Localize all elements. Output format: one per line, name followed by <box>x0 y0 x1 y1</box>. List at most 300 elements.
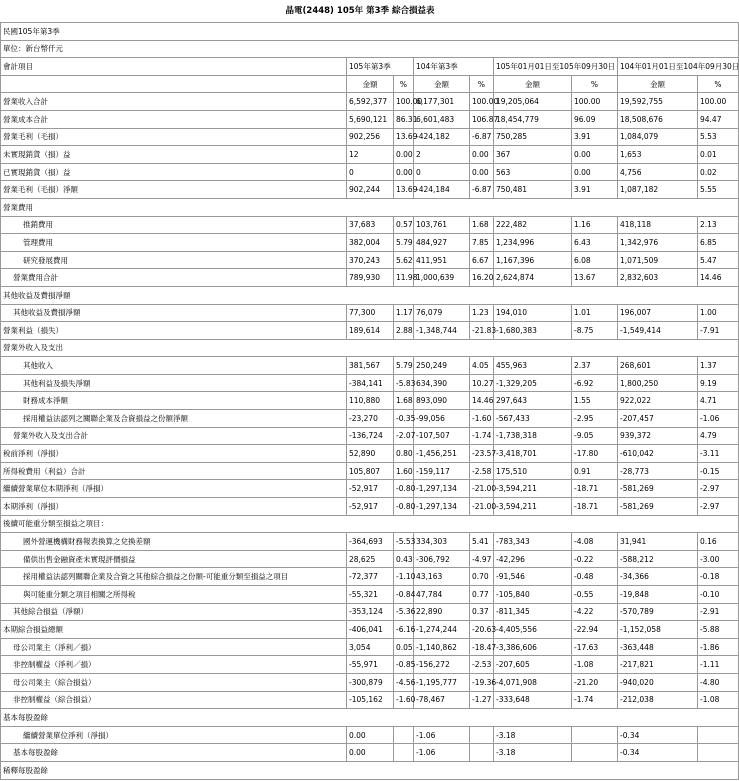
amount-cell: 194,010 <box>494 304 572 322</box>
column-header-row <box>1 75 739 93</box>
amount-cell: -406,041 <box>347 621 394 639</box>
amount-cell: 922,022 <box>618 392 698 410</box>
amount-cell: -99,056 <box>414 410 470 428</box>
amount-cell: 196,007 <box>618 304 698 322</box>
amount-cell: -364,693 <box>347 533 394 551</box>
table-row <box>1 480 739 498</box>
pct-cell: -2.95 <box>572 410 618 428</box>
pct-cell: 14.46 <box>698 269 739 287</box>
pct-cell: 1.16 <box>572 216 618 234</box>
amount-cell: -78,467 <box>414 691 470 709</box>
pct-cell: 1.17 <box>394 304 414 322</box>
pct-cell: -21.20 <box>572 673 618 691</box>
pct-cell: 0.37 <box>470 603 494 621</box>
amount-cell: 18,508,676 <box>618 110 698 128</box>
pct-header: % <box>470 75 494 93</box>
pct-cell: -2.97 <box>698 480 739 498</box>
table-row <box>1 498 739 516</box>
pct-cell: 96.09 <box>572 110 618 128</box>
section-row <box>1 286 739 304</box>
pct-cell: -7.91 <box>698 322 739 340</box>
row-label: 後續可能重分類至損益之項目： <box>1 515 739 533</box>
amount-cell: -0.34 <box>618 744 698 762</box>
amount-cell: 110,880 <box>347 392 394 410</box>
pct-cell: 7.85 <box>470 234 494 252</box>
pct-cell <box>394 726 414 744</box>
amount-cell: 52,890 <box>347 445 394 463</box>
pct-cell: 1.37 <box>698 357 739 375</box>
table-row <box>1 269 739 287</box>
pct-cell <box>394 744 414 762</box>
amount-cell: -3,594,211 <box>494 498 572 516</box>
table-row <box>1 726 739 744</box>
row-label: 所得稅費用（利益）合計 <box>1 462 347 480</box>
pct-cell <box>698 726 739 744</box>
row-label: 未實現銷貨（損）益 <box>1 146 347 164</box>
amount-cell: 382,004 <box>347 234 394 252</box>
amount-cell: 76,079 <box>414 304 470 322</box>
pct-cell: 100.00 <box>698 93 739 111</box>
amount-cell: -136,724 <box>347 427 394 445</box>
amount-cell: 22,890 <box>414 603 470 621</box>
amount-cell: -1,348,744 <box>414 322 470 340</box>
row-label: 營業毛利（毛損）淨額 <box>1 181 347 199</box>
section-row <box>1 709 739 727</box>
pct-header: % <box>394 75 414 93</box>
amount-cell: -105,840 <box>494 586 572 604</box>
pct-cell: 5.41 <box>470 533 494 551</box>
pct-cell: -0.80 <box>394 480 414 498</box>
table-row <box>1 691 739 709</box>
row-label: 營業外收入及支出合計 <box>1 427 347 445</box>
amount-cell: 455,963 <box>494 357 572 375</box>
row-label: 本期綜合損益總額 <box>1 621 347 639</box>
amount-cell: -570,789 <box>618 603 698 621</box>
pct-cell: -1.08 <box>572 656 618 674</box>
amount-cell: 484,927 <box>414 234 470 252</box>
row-label: 其他利益及損失淨額 <box>1 374 347 392</box>
table-row <box>1 128 739 146</box>
amount-cell: 367 <box>494 146 572 164</box>
amount-cell: -55,971 <box>347 656 394 674</box>
amount-cell: 103,761 <box>414 216 470 234</box>
amount-cell: 6,592,377 <box>347 93 394 111</box>
amount-cell: -1,456,251 <box>414 445 470 463</box>
era-text: 民國105年第3季 <box>1 23 739 41</box>
amount-cell: -34,366 <box>618 568 698 586</box>
row-label: 非控制權益（淨利／損） <box>1 656 347 674</box>
row-label: 其他收益及費損淨額 <box>1 286 739 304</box>
pct-cell: 3.91 <box>572 128 618 146</box>
pct-cell: -6.92 <box>572 374 618 392</box>
pct-cell: 86.31 <box>394 110 414 128</box>
amount-cell: -159,117 <box>414 462 470 480</box>
pct-cell: 4.79 <box>698 427 739 445</box>
pct-cell: -2.97 <box>698 498 739 516</box>
unit-row <box>1 40 739 58</box>
pct-cell: 1.60 <box>394 462 414 480</box>
row-label: 基本每股盈餘 <box>1 709 739 727</box>
pct-cell: -20.63 <box>470 621 494 639</box>
pct-cell: -6.87 <box>470 181 494 199</box>
row-label: 繼續營業單位淨利（淨損） <box>1 726 347 744</box>
row-label: 採用權益法認列關聯企業及合資之其他綜合損益之份額-可能重分類至損益之項目 <box>1 568 347 586</box>
pct-cell: -8.75 <box>572 322 618 340</box>
row-label: 非控制權益（綜合損益） <box>1 691 347 709</box>
pct-cell: 11.98 <box>394 269 414 287</box>
item-header: 會計項目 <box>1 58 347 76</box>
pct-cell: -1.06 <box>698 410 739 428</box>
period-header: 105年第3季 <box>347 58 414 76</box>
table-row <box>1 163 739 181</box>
pct-cell: 0.05 <box>394 638 414 656</box>
row-label: 繼續營業單位本期淨利（淨損） <box>1 480 347 498</box>
pct-cell: 5.62 <box>394 251 414 269</box>
pct-cell: 1.00 <box>698 304 739 322</box>
amount-cell: -91,546 <box>494 568 572 586</box>
amount-cell: 381,567 <box>347 357 394 375</box>
pct-cell: -18.71 <box>572 480 618 498</box>
pct-cell: 94.47 <box>698 110 739 128</box>
pct-cell: -4.80 <box>698 673 739 691</box>
table-row <box>1 374 739 392</box>
amount-cell: -72,377 <box>347 568 394 586</box>
pct-cell: 14.46 <box>470 392 494 410</box>
pct-cell: 0.16 <box>698 533 739 551</box>
pct-cell: 0.00 <box>572 163 618 181</box>
amount-cell: -940,020 <box>618 673 698 691</box>
pct-cell: 0.91 <box>572 462 618 480</box>
pct-cell: -4.22 <box>572 603 618 621</box>
table-row <box>1 445 739 463</box>
row-label: 母公司業主（淨利／損） <box>1 638 347 656</box>
table-row <box>1 427 739 445</box>
pct-cell <box>470 726 494 744</box>
pct-cell: -5.88 <box>698 621 739 639</box>
amount-cell: -107,507 <box>414 427 470 445</box>
pct-cell: -5.83 <box>394 374 414 392</box>
pct-cell: -0.22 <box>572 550 618 568</box>
amount-cell: -424,184 <box>414 181 470 199</box>
table-row <box>1 146 739 164</box>
section-row <box>1 761 739 779</box>
pct-cell: 1.55 <box>572 392 618 410</box>
row-label: 營業外收入及支出 <box>1 339 739 357</box>
amount-cell: 789,930 <box>347 269 394 287</box>
amount-cell: -1.06 <box>414 726 470 744</box>
pct-cell: -1.11 <box>698 656 739 674</box>
amount-cell: -424,182 <box>414 128 470 146</box>
amount-cell: -1,274,244 <box>414 621 470 639</box>
table-row <box>1 304 739 322</box>
pct-cell: -0.55 <box>572 586 618 604</box>
amount-cell: -1,738,318 <box>494 427 572 445</box>
pct-cell: 1.01 <box>572 304 618 322</box>
amount-cell: 1,167,396 <box>494 251 572 269</box>
table-row <box>1 251 739 269</box>
pct-cell: 0.77 <box>470 586 494 604</box>
amount-cell: 28,625 <box>347 550 394 568</box>
pct-cell: 2.88 <box>394 322 414 340</box>
row-label: 管理費用 <box>1 234 347 252</box>
amount-cell: -1.06 <box>414 744 470 762</box>
pct-header: % <box>572 75 618 93</box>
row-label: 推銷費用 <box>1 216 347 234</box>
amount-cell: 268,601 <box>618 357 698 375</box>
amount-cell: -1,152,058 <box>618 621 698 639</box>
pct-cell: 0.00 <box>470 146 494 164</box>
amount-cell: 77,300 <box>347 304 394 322</box>
section-row <box>1 515 739 533</box>
pct-cell <box>572 726 618 744</box>
pct-cell: -1.08 <box>698 691 739 709</box>
pct-cell: -4.08 <box>572 533 618 551</box>
amount-cell: 0 <box>347 163 394 181</box>
amount-cell: -207,457 <box>618 410 698 428</box>
pct-cell: 10.27 <box>470 374 494 392</box>
pct-cell: 5.47 <box>698 251 739 269</box>
amount-header: 金額 <box>347 75 394 93</box>
pct-cell: -0.10 <box>698 586 739 604</box>
row-label: 已實現銷貨（損）益 <box>1 163 347 181</box>
era-row <box>1 23 739 41</box>
row-label: 本期淨利（淨損） <box>1 498 347 516</box>
amount-cell: -1,140,862 <box>414 638 470 656</box>
pct-cell: -0.48 <box>572 568 618 586</box>
table-row <box>1 621 739 639</box>
amount-cell: -3,386,606 <box>494 638 572 656</box>
pct-cell: 0.00 <box>470 163 494 181</box>
amount-cell: 6,601,483 <box>414 110 470 128</box>
pct-cell: -18.71 <box>572 498 618 516</box>
amount-cell: 1,234,996 <box>494 234 572 252</box>
amount-cell: 43,163 <box>414 568 470 586</box>
section-row <box>1 198 739 216</box>
pct-cell: -5.36 <box>394 603 414 621</box>
amount-cell: 297,643 <box>494 392 572 410</box>
pct-cell: 0.43 <box>394 550 414 568</box>
pct-cell: 2.13 <box>698 216 739 234</box>
amount-header: 金額 <box>494 75 572 93</box>
table-row <box>1 550 739 568</box>
amount-cell: 2,832,603 <box>618 269 698 287</box>
period-header: 104年第3季 <box>414 58 494 76</box>
amount-cell: 563 <box>494 163 572 181</box>
pct-cell: -1.10 <box>394 568 414 586</box>
amount-cell: 175,510 <box>494 462 572 480</box>
pct-cell: 4.71 <box>698 392 739 410</box>
pct-cell: 13.69 <box>394 128 414 146</box>
section-row <box>1 339 739 357</box>
row-label: 其他收益及費損淨額 <box>1 304 347 322</box>
amount-cell: 6,177,301 <box>414 93 470 111</box>
amount-cell: 418,118 <box>618 216 698 234</box>
pct-cell: -4.56 <box>394 673 414 691</box>
table-row <box>1 656 739 674</box>
amount-cell: -4,071,908 <box>494 673 572 691</box>
row-label: 營業費用 <box>1 198 739 216</box>
amount-cell: -333,648 <box>494 691 572 709</box>
amount-cell: 4,756 <box>618 163 698 181</box>
pct-cell: -0.84 <box>394 586 414 604</box>
pct-cell: -0.15 <box>698 462 739 480</box>
amount-cell: 222,482 <box>494 216 572 234</box>
amount-cell: -610,042 <box>618 445 698 463</box>
amount-cell: 5,690,121 <box>347 110 394 128</box>
row-label: 其他綜合損益（淨額） <box>1 603 347 621</box>
table-row <box>1 638 739 656</box>
pct-cell: 5.53 <box>698 128 739 146</box>
row-label: 與可能重分類之項目相關之所得稅 <box>1 586 347 604</box>
amount-cell: -384,141 <box>347 374 394 392</box>
pct-cell: 1.68 <box>470 216 494 234</box>
amount-cell: -1,329,205 <box>494 374 572 392</box>
pct-cell: 4.05 <box>470 357 494 375</box>
pct-cell: -1.74 <box>470 427 494 445</box>
pct-cell: -6.87 <box>470 128 494 146</box>
report-title: 晶電(2448) 105年 第3季 綜合損益表 <box>285 6 435 16</box>
table-row <box>1 410 739 428</box>
amount-cell: -811,345 <box>494 603 572 621</box>
pct-cell: 2.37 <box>572 357 618 375</box>
pct-cell: -0.35 <box>394 410 414 428</box>
pct-cell: 5.79 <box>394 357 414 375</box>
pct-cell: 100.00 <box>394 93 414 111</box>
row-label: 營業費用合計 <box>1 269 347 287</box>
amount-cell: 18,454,779 <box>494 110 572 128</box>
amount-cell: 1,071,509 <box>618 251 698 269</box>
pct-cell: -1.27 <box>470 691 494 709</box>
table-row <box>1 93 739 111</box>
pct-cell: -18.47 <box>470 638 494 656</box>
amount-cell: 1,342,976 <box>618 234 698 252</box>
amount-cell: 12 <box>347 146 394 164</box>
pct-cell: 0.00 <box>394 163 414 181</box>
table-row <box>1 234 739 252</box>
amount-cell: 0 <box>414 163 470 181</box>
pct-cell: -19.36 <box>470 673 494 691</box>
amount-cell: 37,683 <box>347 216 394 234</box>
amount-cell: -306,792 <box>414 550 470 568</box>
amount-cell: 1,087,182 <box>618 181 698 199</box>
pct-cell: 16.20 <box>470 269 494 287</box>
pct-cell: -5.53 <box>394 533 414 551</box>
amount-cell: 3,054 <box>347 638 394 656</box>
pct-cell: 0.70 <box>470 568 494 586</box>
pct-cell: 6.67 <box>470 251 494 269</box>
row-label: 研究發展費用 <box>1 251 347 269</box>
row-label: 營業成本合計 <box>1 110 347 128</box>
amount-cell: -4,405,556 <box>494 621 572 639</box>
pct-cell: -0.85 <box>394 656 414 674</box>
pct-cell: -1.60 <box>394 691 414 709</box>
pct-cell: -17.80 <box>572 445 618 463</box>
pct-cell: -1.74 <box>572 691 618 709</box>
pct-cell: -2.91 <box>698 603 739 621</box>
amount-cell: -212,038 <box>618 691 698 709</box>
table-row <box>1 392 739 410</box>
table-row <box>1 586 739 604</box>
amount-cell: 1,800,250 <box>618 374 698 392</box>
amount-cell: 105,807 <box>347 462 394 480</box>
row-label: 營業收入合計 <box>1 93 347 111</box>
period-header-row <box>1 58 739 76</box>
pct-cell: -17.63 <box>572 638 618 656</box>
period-header: 105年01月01日至105年09月30日 <box>494 58 618 76</box>
amount-cell: 19,205,064 <box>494 93 572 111</box>
pct-cell: 5.55 <box>698 181 739 199</box>
amount-cell: 634,390 <box>414 374 470 392</box>
pct-cell: -0.18 <box>698 568 739 586</box>
pct-cell: 13.67 <box>572 269 618 287</box>
amount-cell: -1,195,777 <box>414 673 470 691</box>
amount-cell: -3,418,701 <box>494 445 572 463</box>
pct-cell: 3.91 <box>572 181 618 199</box>
row-label: 基本每股盈餘 <box>1 744 347 762</box>
amount-cell: 1,000,639 <box>414 269 470 287</box>
amount-header: 金額 <box>618 75 698 93</box>
table-row <box>1 110 739 128</box>
amount-cell: 893,090 <box>414 392 470 410</box>
amount-cell: 189,614 <box>347 322 394 340</box>
pct-header: % <box>698 75 739 93</box>
amount-cell: 31,941 <box>618 533 698 551</box>
amount-cell: 902,244 <box>347 181 394 199</box>
blank-header-cell <box>1 75 347 93</box>
amount-cell: -55,321 <box>347 586 394 604</box>
amount-cell: 750,481 <box>494 181 572 199</box>
amount-cell: -52,917 <box>347 498 394 516</box>
row-label: 備供出售金融資產未實現評價損益 <box>1 550 347 568</box>
amount-cell: -19,848 <box>618 586 698 604</box>
table-row <box>1 533 739 551</box>
pct-cell: -0.80 <box>394 498 414 516</box>
pct-cell: -21.83 <box>470 322 494 340</box>
amount-cell: 411,951 <box>414 251 470 269</box>
pct-cell <box>572 744 618 762</box>
pct-cell: -23.57 <box>470 445 494 463</box>
pct-cell: 100.00 <box>572 93 618 111</box>
amount-cell: 250,249 <box>414 357 470 375</box>
table-row <box>1 357 739 375</box>
amount-cell: 47,784 <box>414 586 470 604</box>
table-row <box>1 322 739 340</box>
row-label: 稅前淨利（淨損） <box>1 445 347 463</box>
unit-text: 單位：新台幣仟元 <box>1 40 739 58</box>
pct-cell: 0.80 <box>394 445 414 463</box>
amount-cell: -52,917 <box>347 480 394 498</box>
pct-cell: -4.97 <box>470 550 494 568</box>
pct-cell: -6.16 <box>394 621 414 639</box>
pct-cell: 0.57 <box>394 216 414 234</box>
pct-cell: 0.00 <box>572 146 618 164</box>
pct-cell: 6.43 <box>572 234 618 252</box>
table-row <box>1 462 739 480</box>
amount-cell: 370,243 <box>347 251 394 269</box>
amount-cell: 334,303 <box>414 533 470 551</box>
amount-header: 金額 <box>414 75 470 93</box>
pct-cell: 1.68 <box>394 392 414 410</box>
amount-cell: -783,343 <box>494 533 572 551</box>
amount-cell: -353,124 <box>347 603 394 621</box>
table-row <box>1 673 739 691</box>
amount-cell: -156,272 <box>414 656 470 674</box>
amount-cell: 2 <box>414 146 470 164</box>
row-label: 其他收入 <box>1 357 347 375</box>
pct-cell: -21.00 <box>470 498 494 516</box>
pct-cell <box>698 744 739 762</box>
row-label: 營業利益（損失） <box>1 322 347 340</box>
